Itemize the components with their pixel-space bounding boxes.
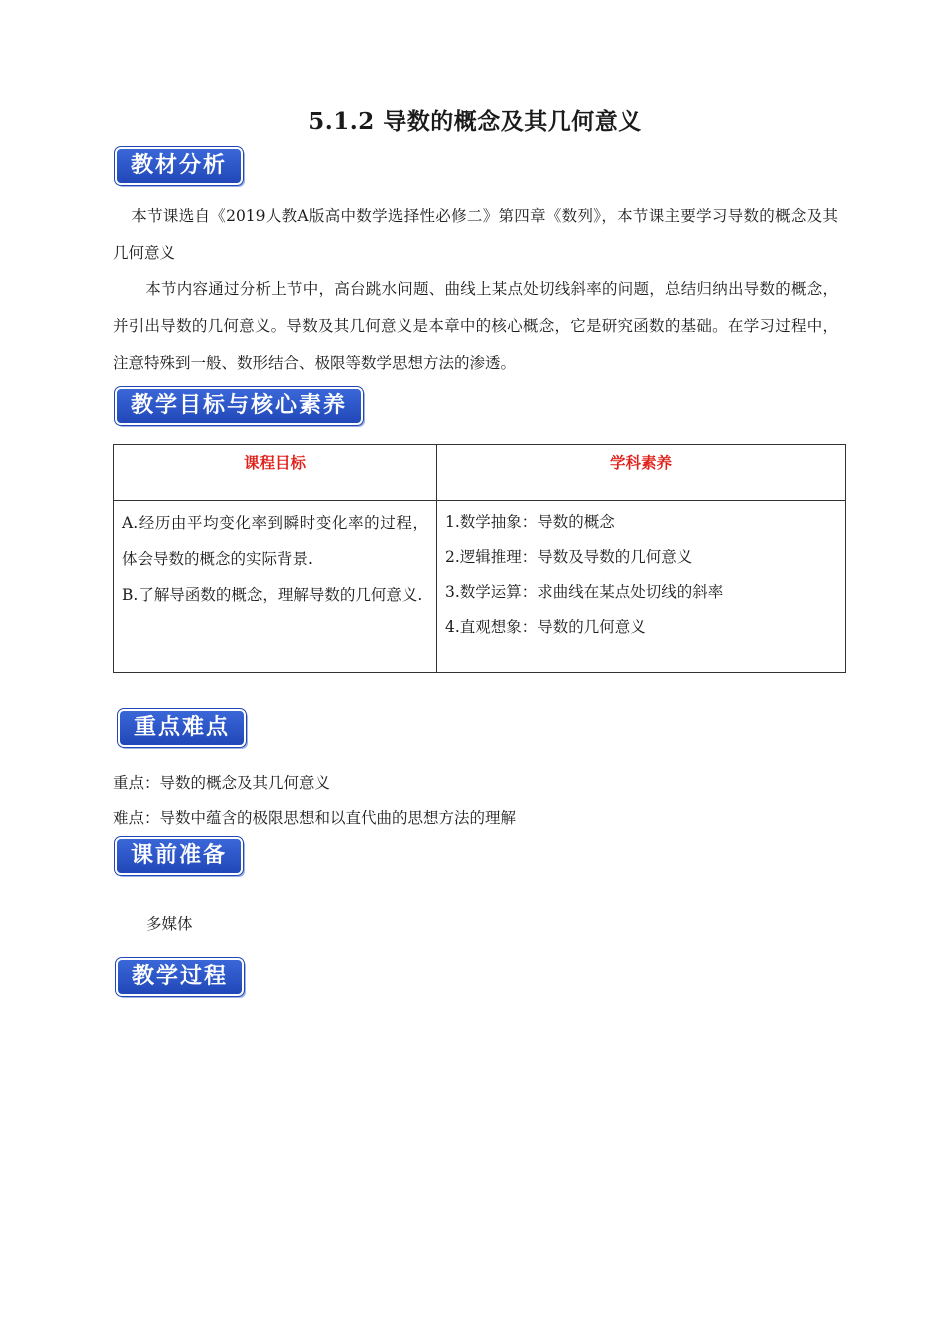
literacy-item: 4.直观想象：导数的几何意义 xyxy=(445,618,646,636)
key-point-difficulty: 难点：导数中蕴含的极限思想和以直代曲的思想方法的理解 xyxy=(113,809,517,827)
goals-table xyxy=(113,444,846,673)
section-badge-key-points: 重点难点 xyxy=(118,709,246,747)
literacy-item: 2.逻辑推理：导数及导数的几何意义 xyxy=(445,548,693,566)
section-badge-preparation: 课前准备 xyxy=(115,837,243,875)
analysis-paragraph-1-text: 本节课选自《2019人教A版高中数学选择性必修二》第四章《数列》，本节课主要学习导数的概念及其几何意义 xyxy=(113,207,838,262)
document-title: 5.1.2 导数的概念及其几何意义 xyxy=(308,108,642,135)
course-goal-a: A.经历由平均变化率到瞬时变化率的过程，体会导数的概念的实际背景. xyxy=(122,514,428,568)
goals-header-literacy: 学科素养 xyxy=(437,445,846,501)
analysis-paragraph-2-text: 本节内容通过分析上节中，高台跳水问题、曲线上某点处切线斜率的问题，总结归纳出导数的概念，并引出导数的几何意义。导数及其几何意义是本章中的核心概念，它是研究函数的基础。在学习过程中，注意特殊到一般、数形结合、极限等数学思想方法的渗透。 xyxy=(113,280,838,372)
preparation-item: 多媒体 xyxy=(146,915,193,933)
section-badge-process: 教学过程 xyxy=(116,958,244,996)
course-goal-b: B.了解导函数的概念，理解导数的几何意义. xyxy=(122,586,423,604)
key-point-focus: 重点：导数的概念及其几何意义 xyxy=(113,774,331,792)
analysis-paragraph-2 xyxy=(113,271,838,382)
literacy-item: 1.数学抽象：导数的概念 xyxy=(445,513,615,531)
analysis-paragraph-1 xyxy=(113,198,838,272)
goals-header-course: 课程目标 xyxy=(114,445,437,501)
goals-course-cell xyxy=(114,501,437,673)
literacy-item: 3.数学运算：求曲线在某点处切线的斜率 xyxy=(445,583,724,601)
goals-literacy-cell xyxy=(437,501,846,673)
section-badge-goals: 教学目标与核心素养 xyxy=(115,387,363,425)
section-badge-analysis: 教材分析 xyxy=(115,147,243,185)
